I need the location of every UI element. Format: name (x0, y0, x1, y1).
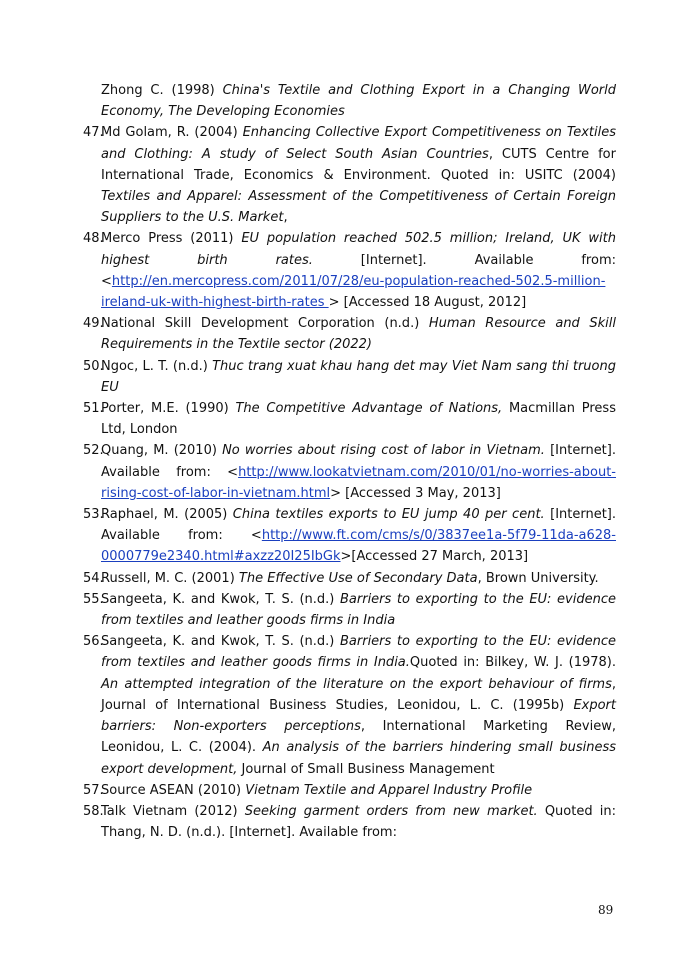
ref-text: > [Accessed 18 August, 2012] (328, 295, 527, 311)
ref-author: Source ASEAN (2010) (101, 782, 246, 798)
page-number: 89 (598, 903, 614, 917)
reference-53 (83, 504, 616, 568)
ref-author: Porter, M.E. (1990) (101, 401, 236, 417)
ref-text: [Internet]. Available from: < (101, 252, 616, 289)
ref-number: 48. (83, 231, 104, 247)
ref-number: 57. (83, 782, 104, 798)
ref-text: Quoted in: Bilkey, W. J. (1978). (409, 655, 616, 671)
ref-number: 54. (83, 570, 104, 586)
reference-55 (83, 589, 616, 631)
ref-author: Raphael, M. (2005) (101, 507, 233, 523)
ref-title: Vietnam Textile and Apparel Industry Profile (245, 782, 533, 798)
ref-text: Macmillan Press Ltd, London (101, 401, 616, 438)
ref-number: 56. (83, 634, 104, 650)
ref-title: An analysis of the barriers hindering small business export development, (101, 740, 616, 777)
ref-title: China's Textile and Clothing Export in a Changing World Economy, The Developing Economies (101, 83, 616, 120)
ref-author: Russell, M. C. (2001) (101, 570, 239, 586)
ref-title: An attempted integration of the literature on the export behaviour of firms (101, 676, 612, 692)
ref-author: Merco Press (2011) (101, 231, 242, 247)
ref-link[interactable]: http://www.ft.com/cms/s/0/3837ee1a-5f79-11da-a628-0000779e2340.html#axzz20I25IbGk (101, 528, 616, 565)
ref-text: [Internet]. Available from: < (101, 443, 616, 480)
ref-author: National Skill Development Corporation (n.d.) (101, 316, 429, 332)
ref-text: Quoted in: Thang, N. D. (n.d.). [Internet]. Available from: (101, 803, 616, 841)
ref-title: Barriers to exporting to the EU: evidence from textiles and leather goods firms in India. (101, 634, 616, 671)
ref-number: 49. (83, 316, 104, 332)
ref-title: Human Resource and Skill Requirements in the Textile sector (2022) (101, 316, 616, 353)
ref-number: 50. (83, 358, 104, 374)
ref-title: Textiles and Apparel: Assessment of the Competitiveness of Certain Foreign Suppliers to the U.S. Market (101, 189, 616, 226)
reference-51 (83, 398, 616, 440)
reference-52 (83, 440, 616, 504)
ref-title: China textiles exports to EU jump 40 per cent. (232, 507, 545, 523)
reference-list (83, 80, 616, 843)
ref-title: The Effective Use of Secondary Data (238, 570, 478, 586)
ref-author: Zhong C. (1998) (101, 83, 223, 98)
ref-text: , International Marketing Review, Leonidou, L. C. (2004). (101, 719, 616, 756)
reference-48 (83, 228, 616, 313)
ref-text: [Internet]. Available from: < (101, 507, 617, 544)
reference-50 (83, 356, 616, 398)
ref-text: , Brown University. (477, 570, 599, 586)
reference-56 (83, 631, 616, 779)
ref-title: The Competitive Advantage of Nations, (235, 401, 503, 417)
ref-number: 53. (83, 507, 104, 523)
reference-47 (83, 122, 616, 228)
ref-text: , (283, 210, 288, 226)
reference-continued (83, 80, 616, 122)
ref-title: EU population reached 502.5 million; Ireland, UK with highest birth rates. (101, 231, 616, 268)
reference-57 (83, 780, 616, 801)
ref-link[interactable]: http://www.lookatvietnam.com/2010/01/no-worries-about-rising-cost-of-labor-in-vietnam.html (101, 464, 616, 501)
reference-58 (83, 801, 616, 843)
ref-number: 55. (83, 591, 104, 607)
ref-link[interactable]: http://en.mercopress.com/2011/07/28/eu-population-reached-502.5-million-ireland-uk-with-highest-birth-rates (101, 273, 606, 311)
ref-number: 52. (83, 443, 104, 459)
ref-title: Seeking garment orders from new market. (244, 803, 538, 819)
ref-text: Journal of Small Business Management (237, 761, 495, 777)
ref-text: >[Accessed 27 March, 2013] (340, 549, 529, 565)
ref-text: , CUTS Centre for International Trade, Economics & Environment. Quoted in: USITC (2004) (101, 146, 616, 183)
ref-author: Sangeeta, K. and Kwok, T. S. (n.d.) (101, 634, 340, 650)
reference-54 (83, 568, 616, 589)
ref-author: Sangeeta, K. and Kwok, T. S. (n.d.) (101, 591, 340, 607)
ref-author: Talk Vietnam (2012) (101, 803, 245, 819)
reference-49 (83, 313, 616, 355)
ref-number: 47. (83, 125, 104, 141)
ref-number: 58. (83, 803, 104, 819)
ref-title: Enhancing Collective Export Competitiveness on Textiles and Clothing: A study of Select South Asian Countries (101, 125, 616, 162)
ref-author: Md Golam, R. (2004) (101, 125, 243, 141)
ref-title: No worries about rising cost of labor in Vietnam. (222, 443, 545, 459)
ref-title: Export barriers: Non-exporters perceptions (101, 697, 616, 735)
ref-title: Barriers to exporting to the EU: evidence from textiles and leather goods firms in India (101, 591, 616, 629)
ref-title: Thuc trang xuat khau hang det may Viet Nam sang thi truong EU (101, 358, 616, 395)
ref-author: Ngoc, L. T. (n.d.) (101, 358, 213, 374)
ref-text: > [Accessed 3 May, 2013] (330, 485, 501, 501)
ref-text: , Journal of International Business Studies, Leonidou, L. C. (1995b) (101, 676, 616, 713)
ref-author: Quang, M. (2010) (101, 443, 223, 459)
ref-number: 51. (83, 401, 104, 417)
